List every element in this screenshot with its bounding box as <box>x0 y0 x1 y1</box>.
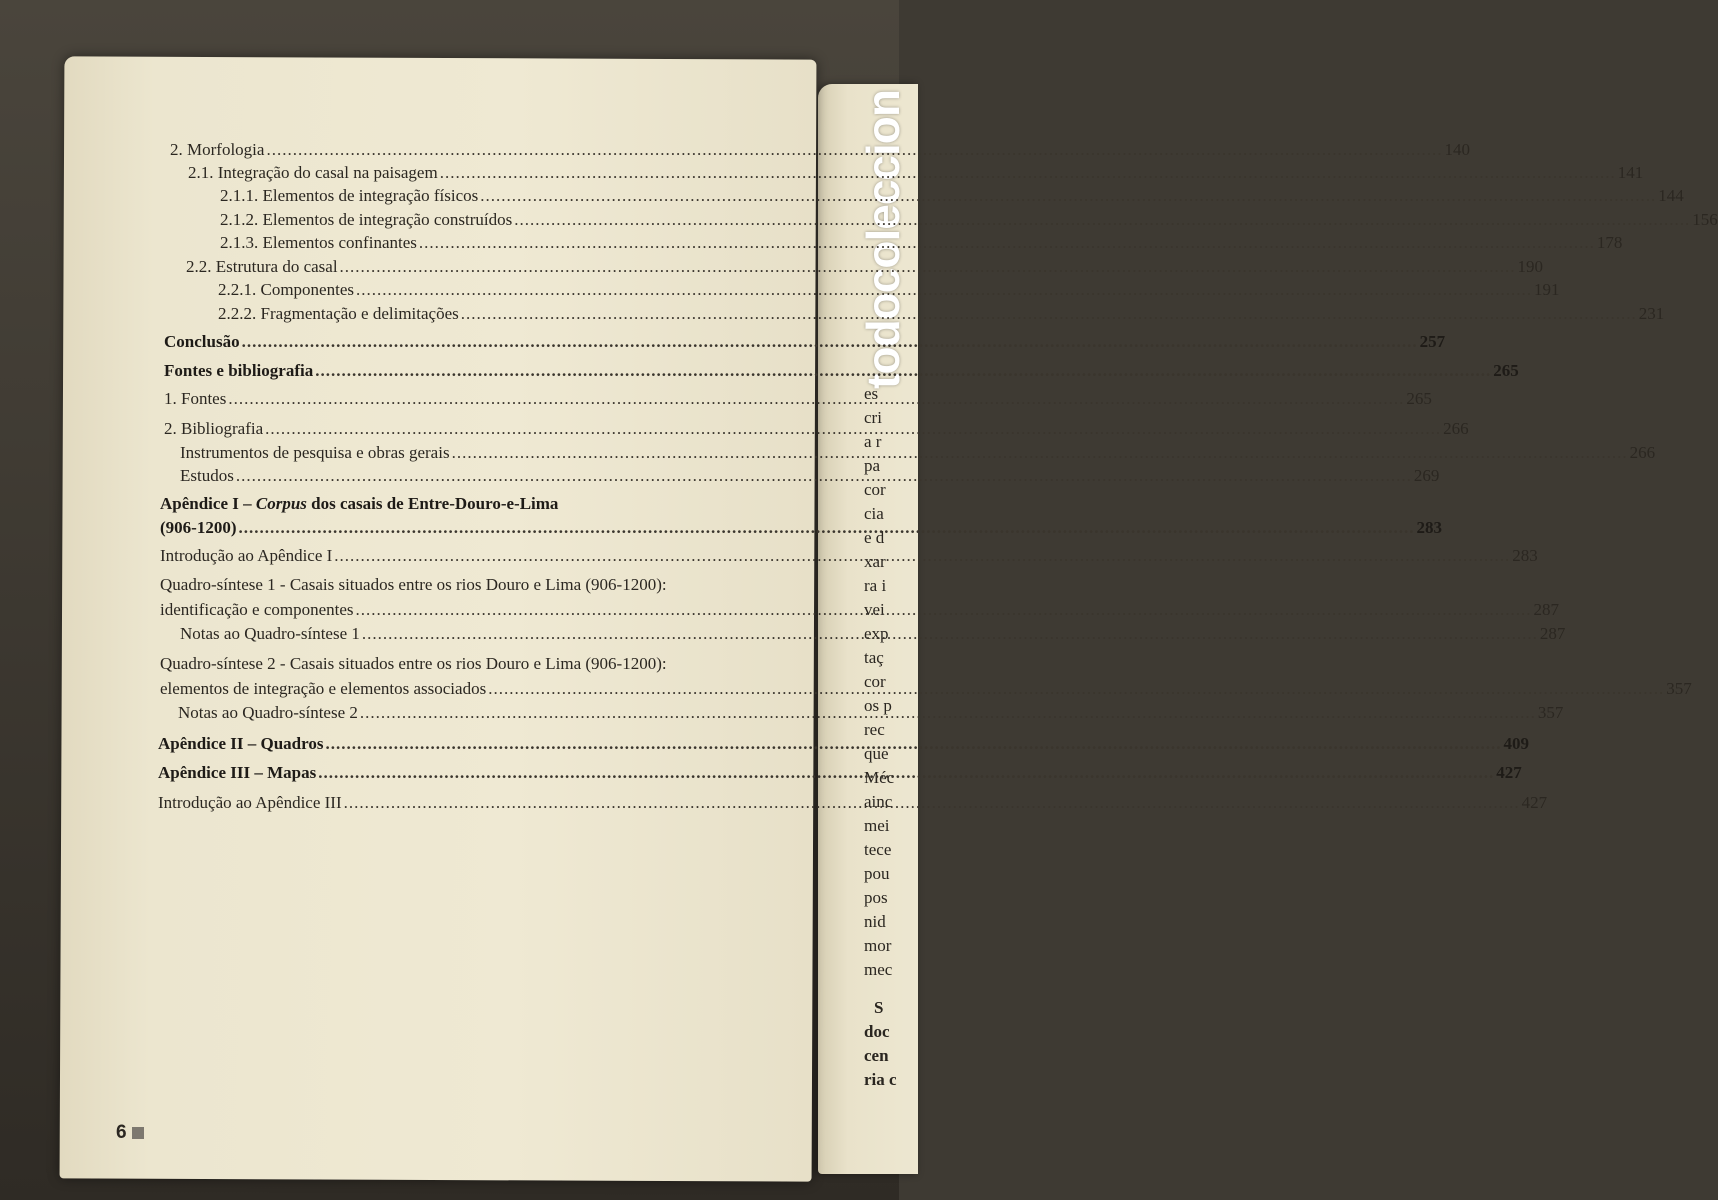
adjacent-page-text-fragment: cri <box>864 408 882 427</box>
leader-dots <box>360 703 1536 723</box>
adjacent-page-text-fragment: ria c <box>864 1070 897 1089</box>
adjacent-page-text-fragment: mor <box>864 936 892 955</box>
toc-entry: 1. Fontes ..... 265 <box>164 389 766 409</box>
toc-entry: Quadro-síntese 2 - Casais situados entre os rios Douro e Lima (906-1200): <box>160 654 667 673</box>
toc-entry: Introdução ao Apêndice I ..... 283 <box>160 546 766 566</box>
adjacent-page-text-fragment: exp <box>864 624 889 643</box>
leader-dots <box>356 600 1532 620</box>
toc-entry: Notas ao Quadro-síntese 1 ..... 287 <box>180 624 766 644</box>
adjacent-page-text-fragment: ra i <box>864 576 887 595</box>
toc-entry: 2.1. Integração do casal na paisagem ..... 141 <box>188 163 766 183</box>
adjacent-page-text-fragment: doc <box>864 1022 890 1041</box>
adjacent-page-text-fragment: os p <box>864 696 892 715</box>
adjacent-page-text-fragment: cor <box>864 672 886 691</box>
adjacent-page-text-fragment: es <box>864 384 879 403</box>
toc-entry: Instrumentos de pesquisa e obras gerais ..... 266 <box>180 443 766 463</box>
adjacent-page-text-fragment: tece <box>864 840 892 859</box>
toc-entry: 2.2.1. Componentes ..... 191 <box>218 280 766 300</box>
leader-dots <box>440 163 1616 183</box>
adjacent-page-text-fragment: cor <box>864 480 886 499</box>
toc-entry: Conclusão ..... 257 <box>164 332 766 352</box>
toc-entry: Estudos ..... 269 <box>180 466 766 486</box>
leader-dots <box>236 466 1412 486</box>
toc-entry: Quadro-síntese 1 - Casais situados entre os rios Douro e Lima (906-1200): <box>160 575 667 594</box>
adjacent-page-text-fragment: cen <box>864 1046 889 1065</box>
toc-entry: 2.2. Estrutura do casal ..... 190 <box>186 257 766 277</box>
adjacent-page-text-fragment: mei <box>864 816 890 835</box>
adjacent-page-text-fragment: vei <box>864 600 885 619</box>
adjacent-page-text-fragment: taç <box>864 648 884 667</box>
leader-dots <box>480 186 1656 206</box>
leader-dots <box>266 140 1442 160</box>
toc-entry: 2.1.1. Elementos de integração físicos ..... 144 <box>220 186 766 206</box>
adjacent-page-text-fragment: pos <box>864 888 888 907</box>
toc-entry: 2. Bibliografia ..... 266 <box>164 419 766 439</box>
toc-entry: 2. Morfologia ..... 140 <box>170 140 766 160</box>
adjacent-page-text-fragment: xar <box>864 552 886 571</box>
toc-entry-appendix-1: Apêndice I – Corpus dos casais de Entre-Douro-e-Lima <box>160 494 559 513</box>
adjacent-page-text-fragment: e d <box>864 528 885 547</box>
toc-entry: Fontes e bibliografia ..... 265 <box>164 361 766 381</box>
leader-dots <box>452 443 1628 463</box>
leader-dots <box>488 679 1664 699</box>
leader-dots <box>238 518 1414 538</box>
toc-entry: Introdução ao Apêndice III ..... 427 <box>158 793 766 813</box>
watermark-logo: todocoleccion <box>857 90 909 389</box>
toc-entry: elementos de integração e elementos associados ..... 357 <box>160 679 766 699</box>
adjacent-page-text-fragment: que <box>864 744 889 763</box>
adjacent-page-text-fragment: Méc <box>864 768 895 787</box>
toc-entry: 2.1.3. Elementos confinantes ..... 178 <box>220 233 766 253</box>
adjacent-page-text-fragment: rec <box>864 720 885 739</box>
adjacent-page-text-fragment: ainc <box>864 792 893 811</box>
adjacent-page-text-fragment: pa <box>864 456 881 475</box>
adjacent-page-text-fragment: cia <box>864 504 884 523</box>
leader-dots <box>228 389 1404 409</box>
toc-entry: 2.1.2. Elementos de integração construídos ..... 156 <box>220 210 766 230</box>
adjacent-page-text-fragment: S <box>874 998 884 1017</box>
adjacent-page-text-fragment: pou <box>864 864 890 883</box>
page-number: 6 <box>116 1122 144 1144</box>
toc-entry: 2.2.2. Fragmentação e delimitações ..... 231 <box>218 304 766 324</box>
leader-dots <box>362 624 1538 644</box>
toc-entry: identificação e componentes ..... 287 <box>160 600 766 620</box>
toc-entry: Apêndice III – Mapas ..... 427 <box>158 763 766 783</box>
leader-dots <box>265 419 1441 439</box>
leader-dots <box>356 280 1532 300</box>
leader-dots <box>461 304 1637 324</box>
toc-entry: Apêndice II – Quadros ..... 409 <box>158 734 766 754</box>
leader-dots <box>242 332 1418 352</box>
leader-dots <box>344 793 1520 813</box>
adjacent-page-text-fragment: mec <box>864 960 893 979</box>
square-marker-icon <box>132 1127 144 1139</box>
toc-entry: Notas ao Quadro-síntese 2 ..... 357 <box>178 703 766 723</box>
leader-dots <box>514 210 1690 230</box>
leader-dots <box>340 257 1516 277</box>
leader-dots <box>318 763 1494 783</box>
adjacent-page-text-fragment: nid <box>864 912 886 931</box>
leader-dots <box>325 734 1501 754</box>
leader-dots <box>334 546 1510 566</box>
leader-dots <box>419 233 1595 253</box>
leader-dots <box>315 361 1491 381</box>
adjacent-page-text-fragment: a r <box>864 432 882 451</box>
toc-entry: (906-1200) ..... 283 <box>160 518 766 538</box>
